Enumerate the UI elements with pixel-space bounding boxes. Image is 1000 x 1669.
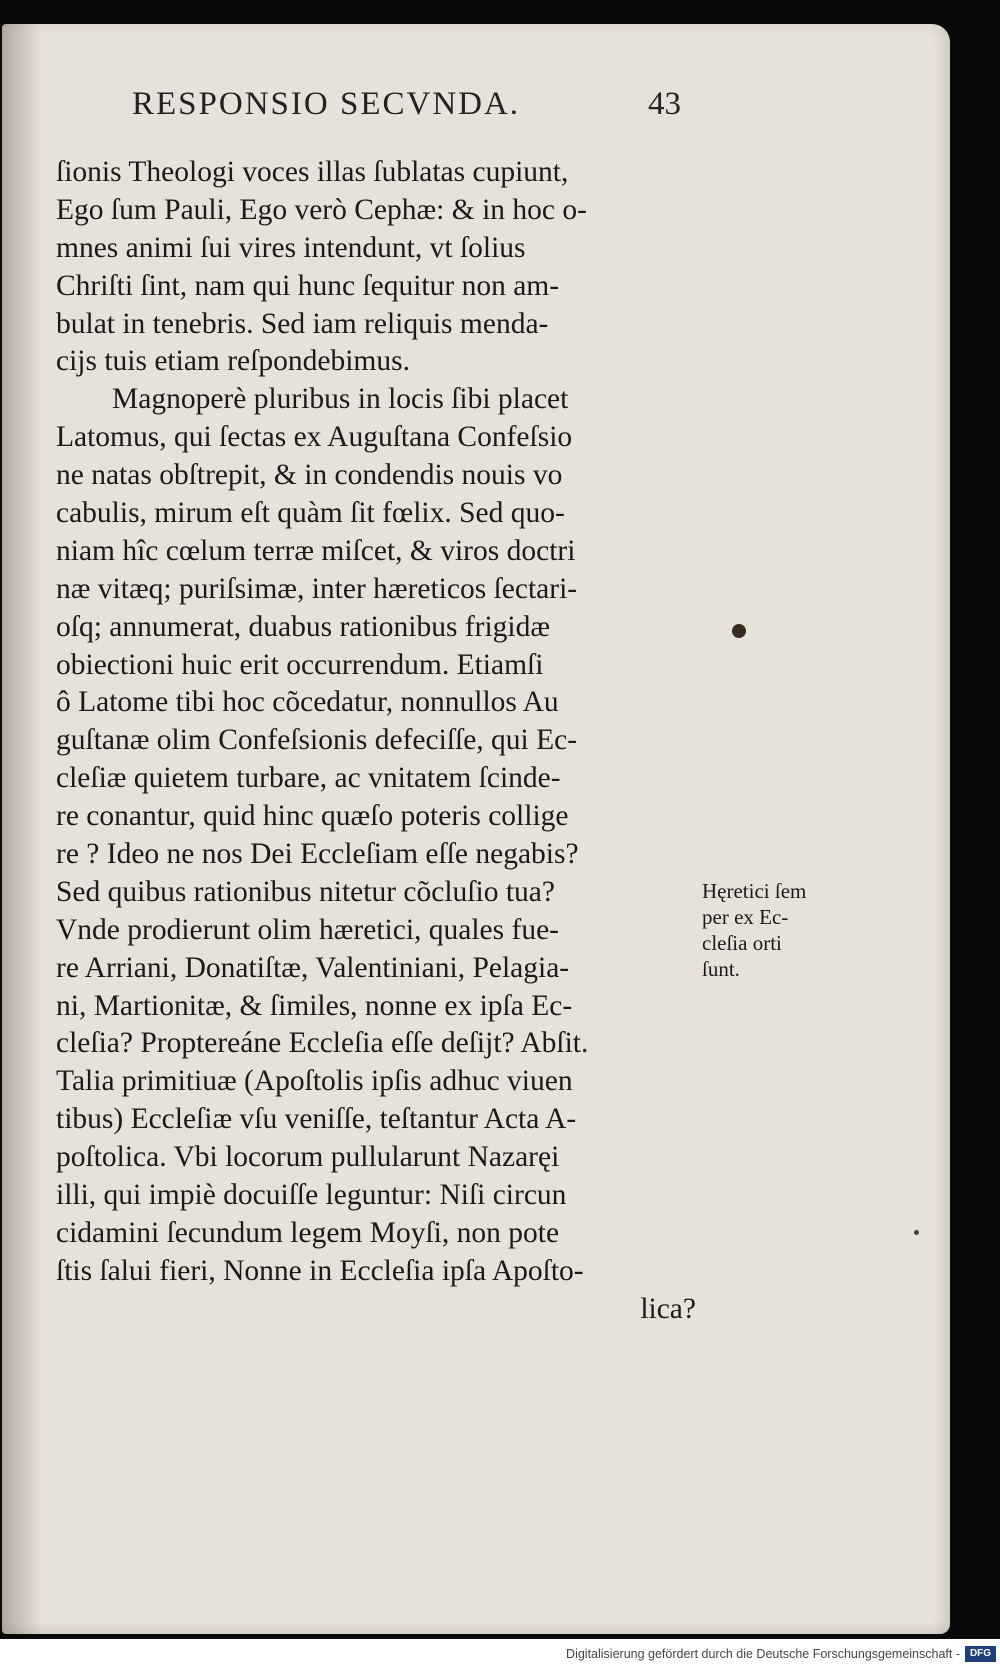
- paper-speck: [914, 1230, 919, 1235]
- footer-bar: [0, 1639, 1000, 1669]
- marginal-note-line: cleſia orti: [702, 931, 782, 955]
- text-line: Talia primitiuæ (Apoſtolis ipſis adhuc viuen: [56, 1065, 573, 1098]
- text-line: næ vitæq; puriſsimæ, inter hæreticos ſectari-: [56, 572, 578, 605]
- text-line: Vnde prodierunt olim hæretici, quales fue-: [56, 913, 559, 946]
- funding-credit: Digitalisierung gefördert durch die Deutsche Forschungsgemeinschaft -: [566, 1647, 960, 1661]
- text-line: mnes animi ſui vires intendunt, vt ſolius: [56, 231, 526, 264]
- text-line: bulat in tenebris. Sed iam reliquis menda-: [56, 307, 549, 340]
- text-line: guſtanæ olim Confeſsionis defeciſſe, qui Ec-: [56, 724, 578, 757]
- marginal-note-line: per ex Ec-: [702, 905, 789, 929]
- text-line: illi, qui impiè docuiſſe leguntur: Niſi circun: [56, 1179, 567, 1212]
- text-line: tibus) Eccleſiæ vſu veniſſe, teſtantur Acta A-: [56, 1103, 577, 1136]
- text-line: ni, Martionitæ, & ſimiles, nonne ex ipſa Ec-: [56, 989, 573, 1022]
- text-line: re conantur, quid hinc quæſo poteris collige: [56, 800, 569, 833]
- marginal-note: [702, 878, 872, 982]
- text-line: cabulis, mirum eſt quàm ſit fœlix. Sed quo-: [56, 497, 565, 530]
- text-line: obiectioni huic erit occurrendum. Etiamſi: [56, 648, 544, 681]
- text-line: oſq; annumerat, duabus rationibus frigidæ: [56, 610, 551, 643]
- text-line: ô Latome tibi hoc cõcedatur, nonnullos Au: [56, 686, 559, 719]
- text-line: cijs tuis etiam reſpondebimus.: [56, 345, 410, 378]
- text-line: Magnoperè pluribus in locis ſibi placet: [112, 383, 569, 416]
- text-line: niam hîc cœlum terræ miſcet, & viros doctri: [56, 534, 576, 567]
- page-number: 43: [648, 86, 681, 122]
- running-head-title: RESPONSIO SECVNDA.: [132, 86, 521, 122]
- text-line: Chriſti ſint, nam qui hunc ſequitur non am-: [56, 269, 560, 302]
- catchword: lica?: [640, 1292, 696, 1325]
- marginal-note-line: ſunt.: [702, 957, 740, 981]
- text-line: Sed quibus rationibus nitetur cõcluſio tua?: [56, 875, 555, 908]
- text-line: ſtis ſalui fieri, Nonne in Eccleſia ipſa Apoſto-: [56, 1254, 584, 1287]
- text-line: ne natas obſtrepit, & in condendis nouis vo: [56, 459, 563, 492]
- marginal-note-line: Hęretici ſem: [702, 879, 807, 903]
- text-line: re Arriani, Donatiſtæ, Valentiniani, Pelagia-: [56, 951, 570, 984]
- text-line: re ? Ideo ne nos Dei Eccleſiam eſſe negabis?: [56, 838, 579, 871]
- text-line: ſionis Theologi voces illas ſublatas cupiunt,: [56, 156, 569, 188]
- text-line: poſtolica. Vbi locorum pullularunt Nazaręi: [56, 1141, 560, 1174]
- text-line: cidamini ſecundum legem Moyſi, non pote: [56, 1216, 560, 1249]
- text-line: cleſia? Proptereáne Eccleſia eſſe deſijt? Abſit.: [56, 1027, 589, 1060]
- text-line: Ego ſum Pauli, Ego verò Cephæ: & in hoc o-: [56, 193, 587, 226]
- text-line: Latomus, qui ſectas ex Auguſtana Confeſsio: [56, 421, 573, 454]
- dfg-logo: DFG: [965, 1646, 996, 1662]
- text-line: cleſiæ quietem turbare, ac vnitatem ſcinde-: [56, 762, 561, 795]
- body-text: [56, 154, 696, 1329]
- ink-stain: [732, 624, 746, 638]
